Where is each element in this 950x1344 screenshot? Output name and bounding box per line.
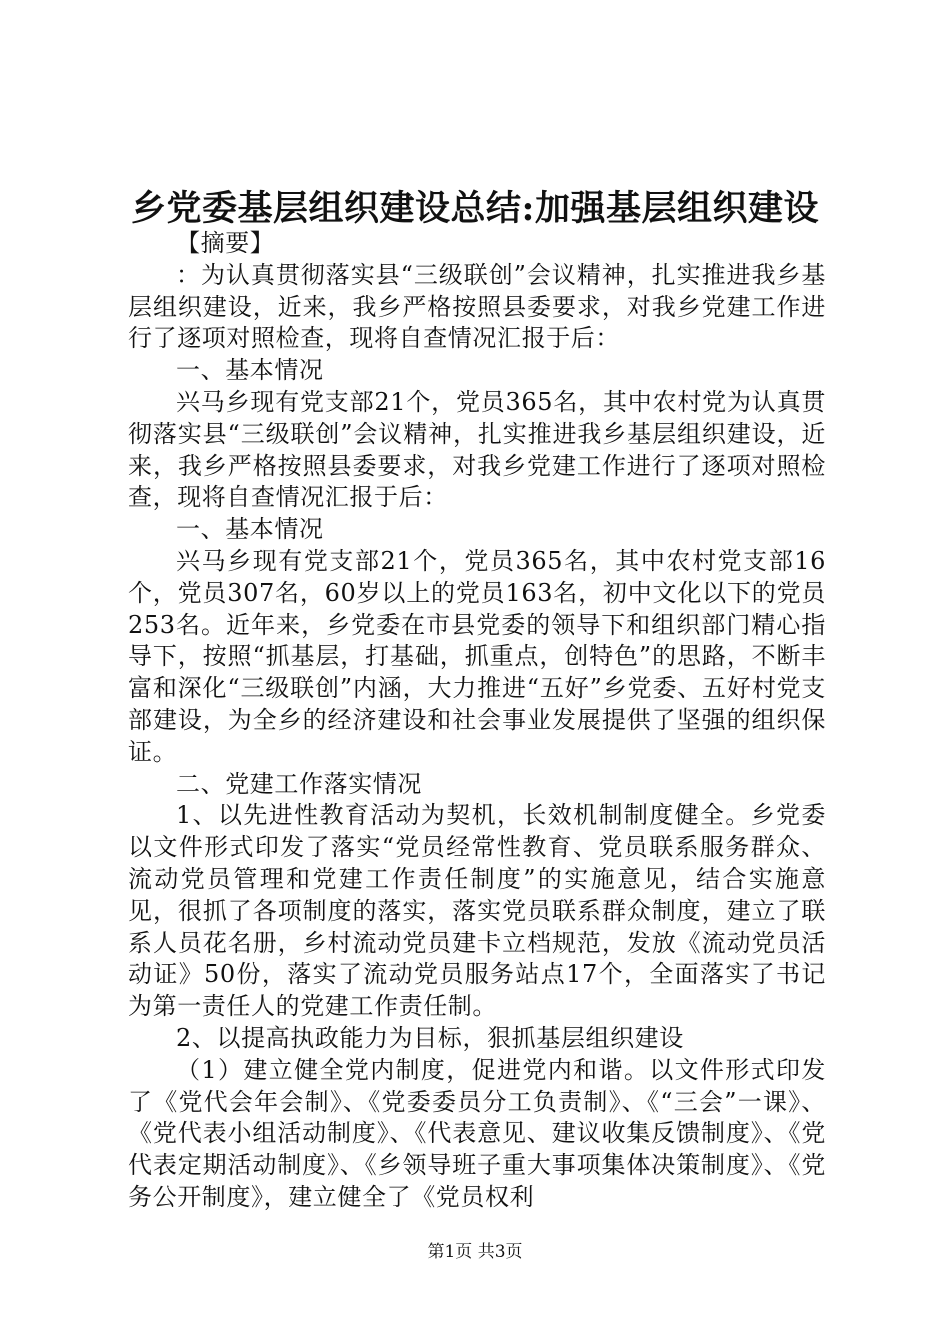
- document-body: [128, 228, 826, 1214]
- page-footer: 第1页 共3页: [427, 1242, 523, 1262]
- paragraph: 兴马乡现有党支部21个，党员365名，其中农村党支部16个，党员307名，60岁以上的党员163名，初中文化以下的党员253名。近年来，乡党委在市县党委的领导下和组织部门精心指导下，按照“抓基层，打基础，抓重点，创特色”的思路，不断丰富和深化“三级联创”内涵，大力推进“五好”乡党委、五好村党支部建设，为全乡的经济建设和社会事业发展提供了坚强的组织保证。: [128, 546, 826, 766]
- subsection-heading: 2、以提高执政能力为目标，狠抓基层组织建设: [176, 1023, 684, 1052]
- paragraph: 1、以先进性教育活动为契机，长效机制制度健全。乡党委以文件形式印发了落实“党员经常性教育、党员联系服务群众、流动党员管理和党建工作责任制度”的实施意见，结合实施意见，很抓了各项制度的落实，落实党员联系群众制度，建立了联系人员花名册，乡村流动党员建卡立档规范，发放《流动党员活动证》50份，落实了流动党员服务站点17个，全面落实了书记为第一责任人的党建工作责任制。: [128, 801, 826, 1021]
- paragraph: （1）建立健全党内制度，促进党内和谐。以文件形式印发了《党代会年会制》、《党委委员分工负责制》、《“三会”一课》、《党代表小组活动制度》、《代表意见、建议收集反馈制度》、《党代表定期活动制度》、《乡领导班子重大事项集体决策制度》、《党务公开制度》，建立健全了《党员权利: [128, 1055, 826, 1211]
- paragraph: 兴马乡现有党支部21个，党员365名，其中农村党为认真贯彻落实县“三级联创”会议精神，扎实推进我乡基层组织建设，近来，我乡严格按照县委要求，对我乡党建工作进行了逐项对照检查，现将自查情况汇报于后：: [128, 387, 826, 512]
- section-heading: 一、基本情况: [176, 515, 324, 544]
- paragraph: ：为认真贯彻落实县“三级联创”会议精神，扎实推进我乡基层组织建设，近来，我乡严格按照县委要求，对我乡党建工作进行了逐项对照检查，现将自查情况汇报于后：: [128, 260, 826, 353]
- abstract-label: 【摘要】: [176, 229, 275, 257]
- section-heading: 二、党建工作落实情况: [176, 769, 422, 798]
- document-title: 乡党委基层组织建设总结:加强基层组织建设: [131, 188, 819, 229]
- section-heading: 一、基本情况: [176, 356, 324, 385]
